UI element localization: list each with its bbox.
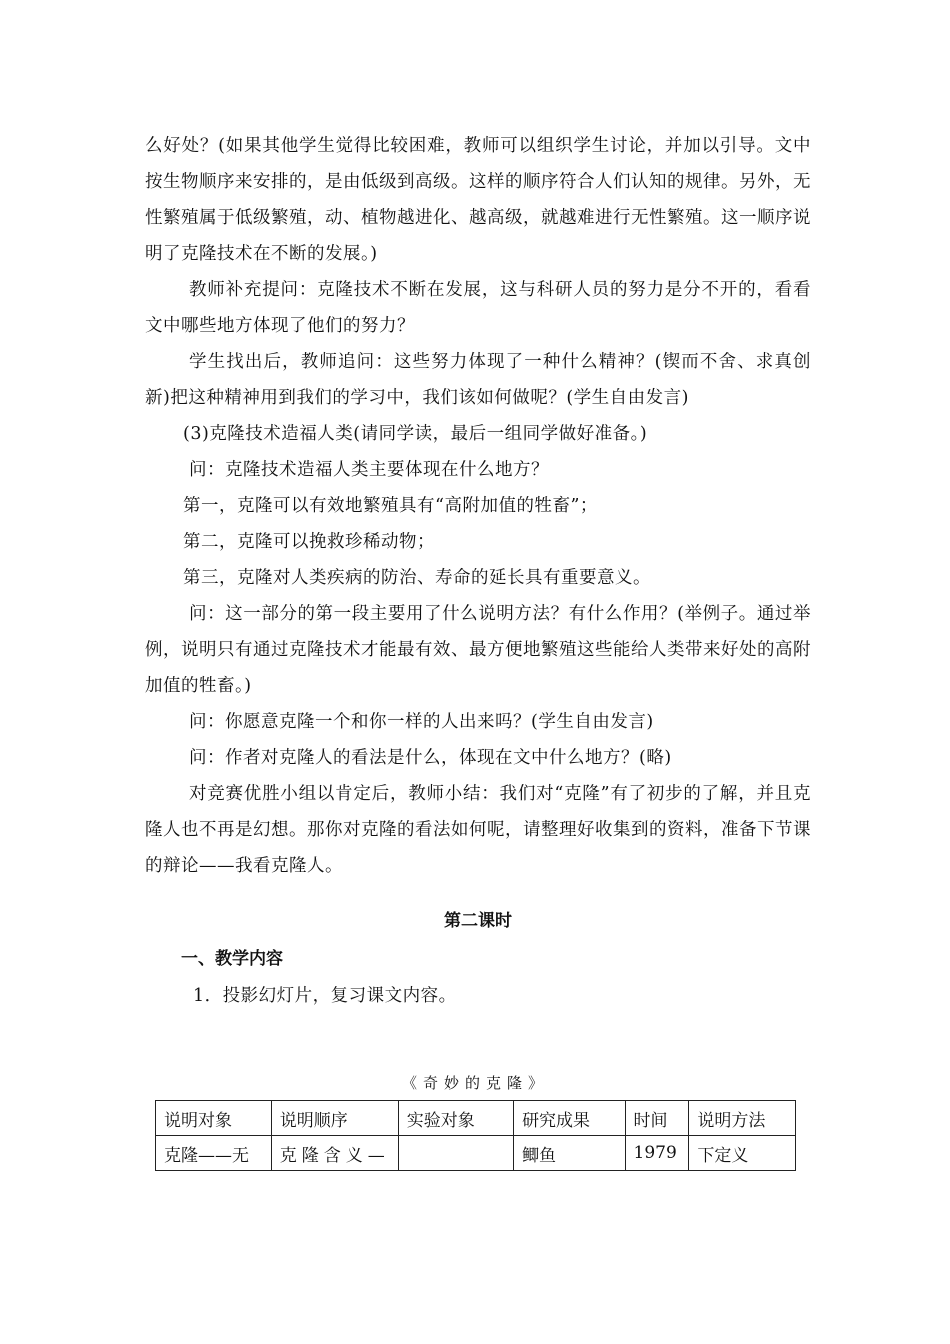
paragraph: 问：作者对克隆人的看法是什么，体现在文中什么地方？(略) xyxy=(189,748,672,768)
table-cell: 克隆——无 xyxy=(156,1136,272,1171)
table-cell: 1979 xyxy=(625,1136,689,1171)
paragraph: 问：克隆技术造福人类主要体现在什么地方？ xyxy=(189,460,549,480)
table-header-cell: 实验对象 xyxy=(398,1101,513,1136)
table-header-cell: 研究成果 xyxy=(514,1101,625,1136)
table-header-cell: 时间 xyxy=(625,1101,689,1136)
review-table xyxy=(155,1100,796,1171)
table-header-cell: 说明顺序 xyxy=(271,1101,398,1136)
paragraph: 第三，克隆对人类疾病的防治、寿命的延长具有重要意义。 xyxy=(183,568,651,588)
section-title: 第二课时 xyxy=(444,911,512,931)
paragraph: (3)克隆技术造福人类(请同学读，最后一组同学做好准备。) xyxy=(183,424,648,444)
subsection-title: 一、教学内容 xyxy=(181,949,283,969)
paragraph: 问：你愿意克隆一个和你一样的人出来吗？(学生自由发言) xyxy=(189,712,654,732)
paragraph: 么好处？(如果其他学生觉得比较困难，教师可以组织学生讨论，并加以引导。文中按生物顺序来安排的，是由低级到高级。这样的顺序符合人们认知的规律。另外，无性繁殖属于低级繁殖，动、植物越进化、越高级，就越难进行无性繁殖。这一顺序说明了克隆技术在不断的发展。) xyxy=(145,136,811,264)
paragraph: 第一，克隆可以有效地繁殖具有“高附加值的牲畜”； xyxy=(183,496,598,516)
table-header-cell: 说明对象 xyxy=(156,1101,272,1136)
document-body xyxy=(145,128,811,1014)
table-cell xyxy=(398,1136,513,1171)
paragraph: 学生找出后，教师追问：这些努力体现了一种什么精神？(锲而不舍、求真创新)把这种精神用到我们的学习中，我们该如何做呢？(学生自由发言) xyxy=(145,352,811,408)
paragraph: 第二，克隆可以挽救珍稀动物； xyxy=(183,532,435,552)
paragraph: 对竞赛优胜小组以肯定后，教师小结：我们对“克隆”有了初步的了解，并且克隆人也不再是幻想。那你对克隆的看法如何呢，请整理好收集到的资料，准备下节课的辩论——我看克隆人。 xyxy=(145,784,811,876)
table-cell: 克隆含义— xyxy=(271,1136,398,1171)
table-caption: 《奇妙的克隆》 xyxy=(401,1074,549,1092)
table-header-cell: 说明方法 xyxy=(689,1101,796,1136)
paragraph: 问：这一部分的第一段主要用了什么说明方法？有什么作用？(举例子。通过举例，说明只有通过克隆技术才能最有效、最方便地繁殖这些能给人类带来好处的高附加值的牲畜。) xyxy=(145,604,811,696)
paragraph: 教师补充提问：克隆技术不断在发展，这与科研人员的努力是分不开的，看看文中哪些地方体现了他们的努力？ xyxy=(145,280,811,336)
list-item: 1．投影幻灯片，复习课文内容。 xyxy=(193,986,457,1006)
table-header-row xyxy=(156,1101,796,1136)
table-row xyxy=(156,1136,796,1171)
table-cell: 鲫鱼 xyxy=(514,1136,625,1171)
table-cell: 下定义 xyxy=(689,1136,796,1171)
